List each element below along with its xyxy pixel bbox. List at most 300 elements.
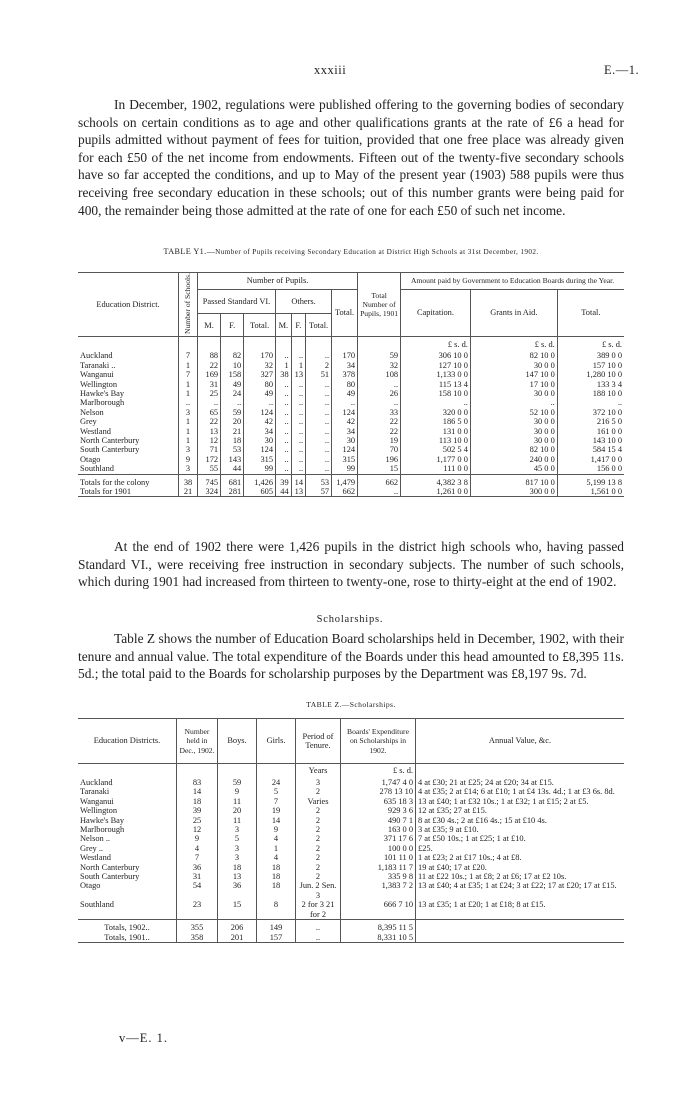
district-cell: Otago <box>80 881 101 891</box>
cell-of: .. <box>291 436 305 445</box>
cell-number: 83 <box>177 778 218 787</box>
cell-number: 23 <box>177 900 218 919</box>
cell-number: 54 <box>177 881 218 900</box>
years-row: Years £ s. d. <box>78 764 624 779</box>
cell-ot: .. <box>306 445 332 454</box>
cell-schools: 9 <box>179 455 198 464</box>
cell-boys: 36 <box>218 881 257 900</box>
totals-label: Totals for the colony <box>80 477 150 487</box>
district-cell: Hawke's Bay <box>80 815 125 825</box>
cell-pm: 31 <box>198 380 221 389</box>
cell-of: .. <box>291 445 305 454</box>
cell-om: 1 <box>276 361 292 370</box>
col-amount-total: Total. <box>557 290 624 337</box>
cell-period: Jun. 2 Sen. 3 <box>296 881 341 900</box>
col-om: M. <box>276 314 292 337</box>
cell-t1901: 15 <box>358 464 401 474</box>
totals-row <box>78 920 624 933</box>
totals-period: .. <box>296 920 341 933</box>
cell-pm: .. <box>198 398 221 407</box>
totals-schools: 38 <box>179 474 198 487</box>
cell-om: .. <box>276 445 292 454</box>
table-row <box>78 881 624 900</box>
cell-schools: 3 <box>179 408 198 417</box>
cell-pt: 124 <box>244 408 276 417</box>
col-schools: Number of Schools. <box>179 273 198 337</box>
col-pt: Total. <box>244 314 276 337</box>
totals-expenditure: 8,395 11 5 <box>341 920 416 933</box>
cell-boys: 15 <box>218 900 257 919</box>
cell-om: .. <box>276 398 292 407</box>
cell-boys: 3 <box>218 844 257 853</box>
cell-pf: 10 <box>221 361 244 370</box>
cell-pm: 13 <box>198 427 221 436</box>
totals-pt: 605 <box>244 487 276 497</box>
table-z <box>78 718 624 943</box>
totals-girls: 157 <box>257 933 296 943</box>
cell-period: Varies <box>296 797 341 806</box>
cell-om: .. <box>276 408 292 417</box>
cell-annual: 13 at £40; 4 at £35; 1 at £24; 3 at £22; 17 at £20; 17 at £15. <box>416 881 625 900</box>
cell-annual: 4 at £30; 21 at £25; 24 at £20; 34 at £15. <box>416 778 625 787</box>
cell-total: 124 <box>332 445 358 454</box>
totals-girls: 149 <box>257 920 296 933</box>
cell-grant: 240 0 0 <box>470 455 557 464</box>
cell-t1901: 26 <box>358 389 401 398</box>
table-row <box>78 427 624 436</box>
district-cell: Wellington <box>80 806 118 816</box>
cell-boys: 20 <box>218 806 257 815</box>
district-cell: North Canterbury <box>80 436 140 446</box>
cell-annual: £25. <box>416 844 625 853</box>
cell-boys: 9 <box>218 787 257 796</box>
cell-pt: 32 <box>244 361 276 370</box>
cell-number: 31 <box>177 872 218 881</box>
cell-ot: .. <box>306 417 332 426</box>
page-number: xxxiii <box>314 63 347 77</box>
cell-girls: 7 <box>257 797 296 806</box>
district-cell: Westland <box>80 853 111 863</box>
table-row <box>78 816 624 825</box>
cell-period: 2 <box>296 825 341 834</box>
cell-cap: 320 0 0 <box>401 408 471 417</box>
district-cell: Nelson <box>80 407 104 417</box>
cell-expenditure: 635 18 3 <box>341 797 416 806</box>
cell-schools: 1 <box>179 427 198 436</box>
cell-pm: 169 <box>198 370 221 379</box>
cell-pt: 34 <box>244 427 276 436</box>
cell-annual: 12 at £35; 27 at £15. <box>416 806 625 815</box>
cell-grant: .. <box>470 398 557 407</box>
cell-number: 25 <box>177 816 218 825</box>
cell-grant: 30 0 0 <box>470 436 557 445</box>
table-row <box>78 797 624 806</box>
cell-pf: 20 <box>221 417 244 426</box>
cell-pf: 158 <box>221 370 244 379</box>
totals-cap: 1,261 0 0 <box>401 487 471 497</box>
cell-pt: 49 <box>244 389 276 398</box>
totals-pm: 745 <box>198 474 221 487</box>
cell-period: 2 <box>296 863 341 872</box>
totals-row <box>78 487 624 497</box>
cell-pf: 143 <box>221 455 244 464</box>
cell-total: 315 <box>332 455 358 464</box>
totals-number: 355 <box>177 920 218 933</box>
district-cell: Taranaki .. <box>80 360 116 370</box>
cell-total: 378 <box>332 370 358 379</box>
cell-number: 14 <box>177 787 218 796</box>
totals-t1901: 662 <box>358 474 401 487</box>
scholarships-heading: Scholarships. <box>316 614 384 625</box>
lsd-row: £ s. d. £ s. d. £ s. d. <box>78 337 624 352</box>
cell-period: 3 <box>296 778 341 787</box>
cell-ot: .. <box>306 464 332 474</box>
cell-pm: 65 <box>198 408 221 417</box>
cell-boys: 59 <box>218 778 257 787</box>
cell-total: 42 <box>332 417 358 426</box>
col-z-number: Number held in Dec., 1902. <box>177 719 218 764</box>
district-cell: Grey <box>80 417 97 427</box>
cell-total: 34 <box>332 361 358 370</box>
cell-cap: 131 0 0 <box>401 427 471 436</box>
cell-expenditure: 371 17 6 <box>341 834 416 843</box>
cell-cap: 111 0 0 <box>401 464 471 474</box>
table-row <box>78 417 624 426</box>
cell-amt: 188 10 0 <box>557 389 624 398</box>
col-z-girls: Girls. <box>257 719 296 764</box>
cell-pt: 99 <box>244 464 276 474</box>
totals-om: 44 <box>276 487 292 497</box>
table-row <box>78 900 624 919</box>
cell-of: .. <box>291 427 305 436</box>
cell-ot: .. <box>306 427 332 436</box>
cell-total: .. <box>332 398 358 407</box>
col-z-annual: Annual Value, &c. <box>416 719 625 764</box>
table-row <box>78 370 624 379</box>
cell-grant: 30 0 0 <box>470 427 557 436</box>
cell-of: .. <box>291 389 305 398</box>
cell-expenditure: 929 3 6 <box>341 806 416 815</box>
cell-grant: 52 10 0 <box>470 408 557 417</box>
cell-amt: 1,280 10 0 <box>557 370 624 379</box>
cell-om: .. <box>276 351 292 360</box>
cell-expenditure: 101 11 0 <box>341 853 416 862</box>
cell-number: 18 <box>177 797 218 806</box>
cell-cap: 127 10 0 <box>401 361 471 370</box>
cell-t1901: 22 <box>358 427 401 436</box>
cell-period: 2 <box>296 806 341 815</box>
paragraph-free-places: In December, 1902, regulations were published offering to the governing bodies of secondary schools on certain conditions as to age and other qualifications grants at the rate of £6 a head for pupils admitted without payment of fees for tuition, provided that one free place was already given for each £50 of the net income from endowments. Fifteen out of the twenty-five secondary schools have so far accepted the conditions, and up to May of the present year (1903) 588 pupils were thus receiving free secondary education in these schools; out of this number grants were being paid for 400, the remainder being those admitted at the rate of one for each £50 of such net income. <box>78 97 624 218</box>
district-cell: Taranaki <box>80 787 110 797</box>
district-cell: South Canterbury <box>80 872 140 882</box>
cell-amt: 216 5 0 <box>557 417 624 426</box>
totals-om: 39 <box>276 474 292 487</box>
totals-grant: 300 0 0 <box>470 487 557 497</box>
totals-amt: 1,561 0 0 <box>557 487 624 497</box>
table-row <box>78 825 624 834</box>
cell-period: 2 <box>296 853 341 862</box>
cell-total: 99 <box>332 464 358 474</box>
cell-t1901: 33 <box>358 408 401 417</box>
table-y1 <box>78 272 624 497</box>
totals-expenditure: 8,331 10 5 <box>341 933 416 943</box>
cell-t1901: 32 <box>358 361 401 370</box>
district-cell: Wanganui <box>80 796 114 806</box>
cell-expenditure: 666 7 10 <box>341 900 416 919</box>
district-cell: Marlborough <box>80 825 125 835</box>
cell-om: .. <box>276 389 292 398</box>
cell-pm: 22 <box>198 417 221 426</box>
cell-girls: 18 <box>257 863 296 872</box>
cell-of: .. <box>291 455 305 464</box>
col-ot: Total. <box>306 314 332 337</box>
cell-t1901: 196 <box>358 455 401 464</box>
cell-of: .. <box>291 351 305 360</box>
totals-schools: 21 <box>179 487 198 497</box>
totals-pt: 1,426 <box>244 474 276 487</box>
cell-grant: 82 10 0 <box>470 351 557 360</box>
cell-grant: 17 10 0 <box>470 380 557 389</box>
cell-grant: 30 0 0 <box>470 417 557 426</box>
cell-om: .. <box>276 436 292 445</box>
totals-period: .. <box>296 933 341 943</box>
cell-t1901: .. <box>358 380 401 389</box>
cell-period: 2 for 3 21 for 2 <box>296 900 341 919</box>
cell-of: 1 <box>291 361 305 370</box>
col-others: Others. <box>276 290 332 314</box>
cell-pf: 24 <box>221 389 244 398</box>
district-cell: Auckland <box>80 778 113 787</box>
cell-annual: 11 at £22 10s.; 1 at £8; 2 at £6; 17 at £2 10s. <box>416 872 625 881</box>
cell-girls: 5 <box>257 787 296 796</box>
district-cell: Marlborough <box>80 398 125 408</box>
district-cell: Southland <box>80 464 114 474</box>
district-cell: Wellington <box>80 379 118 389</box>
district-cell: Auckland <box>80 351 113 361</box>
district-cell: South Canterbury <box>80 445 140 455</box>
cell-pf: 44 <box>221 464 244 474</box>
totals-pm: 324 <box>198 487 221 497</box>
totals-of: 14 <box>291 474 305 487</box>
col-capitation: Capitation. <box>401 290 471 337</box>
table-row <box>78 408 624 417</box>
table-row <box>78 853 624 862</box>
cell-grant: 45 0 0 <box>470 464 557 474</box>
cell-ot: .. <box>306 351 332 360</box>
totals-label: Totals, 1901.. <box>104 932 150 942</box>
cell-of: 13 <box>291 370 305 379</box>
cell-cap: 306 10 0 <box>401 351 471 360</box>
cell-expenditure: 278 13 10 <box>341 787 416 796</box>
cell-girls: 18 <box>257 881 296 900</box>
cell-ot: 51 <box>306 370 332 379</box>
cell-period: 2 <box>296 844 341 853</box>
cell-schools: 1 <box>179 389 198 398</box>
cell-pt: 170 <box>244 351 276 360</box>
cell-annual: 13 at £40; 1 at £32 10s.; 1 at £32; 1 at £15; 2 at £5. <box>416 797 625 806</box>
cell-of: .. <box>291 398 305 407</box>
cell-schools: 1 <box>179 436 198 445</box>
cell-schools: 1 <box>179 417 198 426</box>
cell-om: .. <box>276 464 292 474</box>
table-row <box>78 834 624 843</box>
cell-girls: 18 <box>257 872 296 881</box>
cell-number: 9 <box>177 834 218 843</box>
totals-number: 358 <box>177 933 218 943</box>
cell-amt: 157 10 0 <box>557 361 624 370</box>
cell-ot: .. <box>306 380 332 389</box>
cell-amt: 584 15 4 <box>557 445 624 454</box>
cell-girls: 4 <box>257 853 296 862</box>
paragraph-scholarships: Table Z shows the number of Education Board scholarships held in December, 1902, with their tenure and annual value. The total expenditure of the Boards under this head amounted to £8,395 11s. 5d.; the total paid to the Boards for scholarship purposes by the Department was £8,197 9s. 7d. <box>78 631 624 682</box>
cell-cap: 158 10 0 <box>401 389 471 398</box>
cell-expenditure: 163 0 0 <box>341 825 416 834</box>
cell-t1901: 70 <box>358 445 401 454</box>
col-district: Education District. <box>78 273 179 337</box>
cell-pt: .. <box>244 398 276 407</box>
cell-annual: 13 at £35; 1 at £20; 1 at £18; 8 at £15. <box>416 900 625 919</box>
totals-label: Totals, 1902.. <box>104 923 150 933</box>
cell-amt: 133 3 4 <box>557 380 624 389</box>
district-cell: North Canterbury <box>80 862 140 872</box>
table-row <box>78 351 624 360</box>
cell-ot: .. <box>306 455 332 464</box>
cell-pm: 71 <box>198 445 221 454</box>
cell-cap: 115 13 4 <box>401 380 471 389</box>
cell-t1901: 22 <box>358 417 401 426</box>
cell-girls: 19 <box>257 806 296 815</box>
cell-grant: 147 10 0 <box>470 370 557 379</box>
cell-of: .. <box>291 380 305 389</box>
cell-t1901: .. <box>358 398 401 407</box>
cell-pf: 49 <box>221 380 244 389</box>
paragraph-district-high-schools: At the end of 1902 there were 1,426 pupils in the district high schools who, having passed Standard VI., were receiving free instruction in secondary subjects. The number of such schools, which during 1901 had increased from thirteen to twenty-one, rose to thirty-eight at the end of 1902. <box>78 539 624 590</box>
district-cell: Nelson .. <box>80 834 111 844</box>
cell-grant: 82 10 0 <box>470 445 557 454</box>
totals-row <box>78 474 624 487</box>
col-z-period: Period of Tenure. <box>296 719 341 764</box>
cell-pt: 327 <box>244 370 276 379</box>
cell-pm: 88 <box>198 351 221 360</box>
cell-expenditure: 100 0 0 <box>341 844 416 853</box>
cell-pt: 80 <box>244 380 276 389</box>
table-row <box>78 806 624 815</box>
cell-amt: 389 0 0 <box>557 351 624 360</box>
table-row <box>78 464 624 474</box>
cell-t1901: 19 <box>358 436 401 445</box>
page-header <box>0 63 700 83</box>
cell-period: 2 <box>296 834 341 843</box>
page-reference: E.—1. <box>604 63 640 77</box>
cell-cap: 1,177 0 0 <box>401 455 471 464</box>
col-z-boys: Boys. <box>218 719 257 764</box>
col-passed: Passed Standard VI. <box>198 290 276 314</box>
cell-om: .. <box>276 427 292 436</box>
table-y1-body <box>78 337 624 497</box>
cell-boys: 18 <box>218 863 257 872</box>
cell-pf: 53 <box>221 445 244 454</box>
cell-cap: 1,133 0 0 <box>401 370 471 379</box>
cell-pf: 18 <box>221 436 244 445</box>
totals-grant: 817 10 0 <box>470 474 557 487</box>
cell-pf: .. <box>221 398 244 407</box>
totals-ot: 57 <box>306 487 332 497</box>
cell-total: 80 <box>332 380 358 389</box>
cell-girls: 8 <box>257 900 296 919</box>
cell-ot: .. <box>306 436 332 445</box>
cell-pf: 59 <box>221 408 244 417</box>
table-row <box>78 872 624 881</box>
cell-girls: 4 <box>257 834 296 843</box>
cell-boys: 13 <box>218 872 257 881</box>
cell-total: 170 <box>332 351 358 360</box>
district-cell: Grey .. <box>80 843 104 853</box>
cell-pf: 82 <box>221 351 244 360</box>
cell-annual: 19 at £40; 17 at £20. <box>416 863 625 872</box>
cell-expenditure: 490 7 1 <box>341 816 416 825</box>
cell-om: .. <box>276 417 292 426</box>
cell-amt: 1,417 0 0 <box>557 455 624 464</box>
cell-expenditure: 1,183 11 7 <box>341 863 416 872</box>
cell-t1901: 108 <box>358 370 401 379</box>
col-total-1901: Total Number of Pupils, 1901 <box>358 273 401 337</box>
totals-total: 1,479 <box>332 474 358 487</box>
totals-amt: 5,199 13 8 <box>557 474 624 487</box>
table-row <box>78 398 624 407</box>
totals-of: 13 <box>291 487 305 497</box>
table-row <box>78 445 624 454</box>
table-row <box>78 787 624 796</box>
cell-expenditure: 1,383 7 2 <box>341 881 416 900</box>
col-z-expenditure: Boards' Expenditure on Scholarships in 1902. <box>341 719 416 764</box>
cell-pm: 55 <box>198 464 221 474</box>
cell-pm: 12 <box>198 436 221 445</box>
cell-boys: 11 <box>218 797 257 806</box>
district-cell: Hawke's Bay <box>80 389 125 398</box>
cell-number: 39 <box>177 806 218 815</box>
cell-om: .. <box>276 455 292 464</box>
cell-cap: 186 5 0 <box>401 417 471 426</box>
cell-ot: .. <box>306 398 332 407</box>
cell-cap: .. <box>401 398 471 407</box>
cell-schools: 1 <box>179 380 198 389</box>
cell-om: .. <box>276 380 292 389</box>
totals-boys: 201 <box>218 933 257 943</box>
cell-grant: 30 0 0 <box>470 361 557 370</box>
cell-of: .. <box>291 417 305 426</box>
col-of: F. <box>291 314 305 337</box>
totals-label: Totals for 1901 <box>80 487 132 497</box>
totals-annual-empty <box>416 933 625 943</box>
totals-annual-empty <box>416 920 625 933</box>
col-grants: Grants in Aid. <box>470 290 557 337</box>
cell-total: 49 <box>332 389 358 398</box>
col-pf: F. <box>221 314 244 337</box>
cell-period: 2 <box>296 816 341 825</box>
table-row <box>78 844 624 853</box>
cell-pt: 315 <box>244 455 276 464</box>
cell-annual: 4 at £35; 2 at £14; 6 at £10; 1 at £4 13s. 4d.; 1 at £3 6s. 8d. <box>416 787 625 796</box>
cell-amt: 161 0 0 <box>557 427 624 436</box>
cell-amt: 143 10 0 <box>557 436 624 445</box>
cell-pt: 30 <box>244 436 276 445</box>
cell-number: 36 <box>177 863 218 872</box>
cell-of: .. <box>291 408 305 417</box>
col-total: Total. <box>332 290 358 337</box>
table-row <box>78 778 624 787</box>
cell-pt: 124 <box>244 445 276 454</box>
table-row <box>78 361 624 370</box>
